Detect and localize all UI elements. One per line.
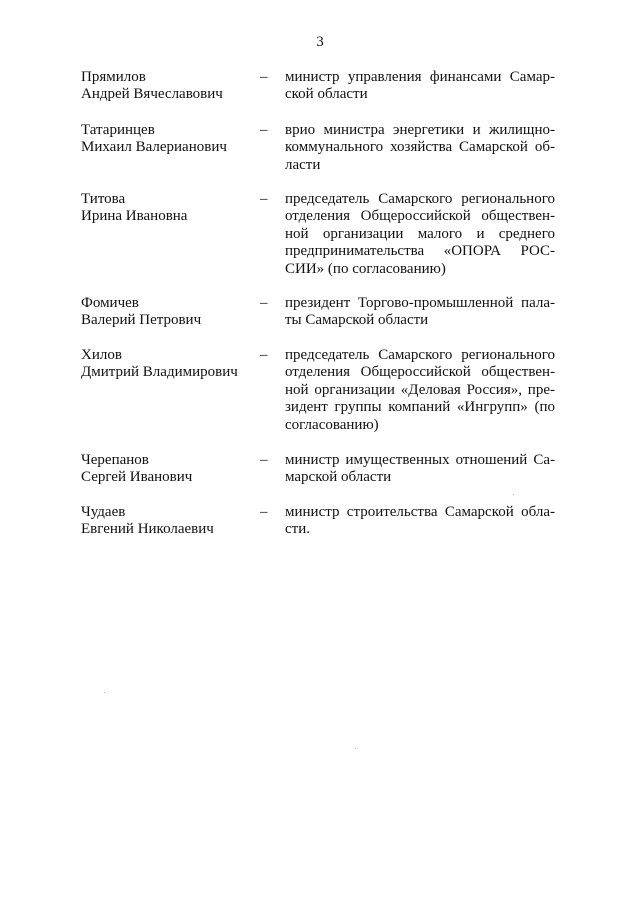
member-position	[285, 452, 555, 487]
member-given-names: Михаил Валерианович	[81, 139, 227, 156]
position-line: ной организации «Деловая Россия», пре-	[285, 381, 555, 398]
separator-dash: –	[260, 452, 268, 468]
member-surname: Фомичев	[81, 295, 139, 311]
member-given-names: Андрей Вячеславович	[81, 86, 223, 103]
member-surname: Титова	[81, 191, 126, 207]
position-line: министр строительства Самарской обла-	[285, 504, 555, 520]
position-line: сти.	[285, 521, 310, 538]
scan-speck	[513, 494, 514, 495]
member-name	[81, 452, 251, 487]
member-surname: Татаринцев	[81, 122, 155, 138]
position-line: министр имущественных отношений Са-	[285, 452, 555, 468]
position-line: отделения Общероссийской обществен-	[285, 364, 555, 381]
position-line: отделения Общероссийской обществен-	[285, 208, 555, 225]
member-surname: Черепанов	[81, 452, 149, 468]
separator-dash: –	[260, 69, 268, 85]
position-line: ской области	[285, 86, 368, 103]
position-line: ты Самарской области	[285, 312, 429, 329]
position-line: председатель Самарского регионального	[285, 191, 555, 207]
member-given-names: Сергей Иванович	[81, 469, 193, 486]
member-position	[285, 295, 555, 330]
member-name	[81, 347, 251, 382]
position-line: марской области	[285, 469, 392, 486]
member-name	[81, 504, 251, 539]
separator-dash: –	[260, 347, 268, 363]
member-name	[81, 191, 251, 226]
member-name	[81, 69, 251, 104]
position-line: предпринимательства «ОПОРА РОС-	[285, 243, 555, 260]
position-line: ласти	[285, 156, 321, 173]
member-position	[285, 191, 555, 278]
scan-speck	[104, 692, 105, 693]
scan-speck	[355, 748, 356, 749]
position-line: ной организации малого и среднего	[285, 225, 555, 242]
position-line: согласованию)	[285, 416, 379, 433]
member-name	[81, 295, 251, 330]
position-line: врио министра энергетики и жилищно-	[285, 122, 555, 138]
position-line: зидент группы компаний «Ингрупп» (по	[285, 399, 555, 416]
member-name	[81, 122, 251, 157]
member-position	[285, 504, 555, 539]
member-surname: Прямилов	[81, 69, 146, 85]
member-given-names: Евгений Николаевич	[81, 521, 214, 538]
member-given-names: Валерий Петрович	[81, 312, 202, 329]
separator-dash: –	[260, 191, 268, 207]
member-position	[285, 69, 555, 104]
member-surname: Чудаев	[81, 504, 126, 520]
member-surname: Хилов	[81, 347, 122, 363]
position-line: коммунального хозяйства Самарской об-	[285, 139, 555, 156]
member-given-names: Ирина Ивановна	[81, 208, 188, 225]
member-position	[285, 122, 555, 174]
position-line: СИИ» (по согласованию)	[285, 260, 446, 277]
member-given-names: Дмитрий Владимирович	[81, 364, 238, 381]
position-line: президент Торгово-промышленной пала-	[285, 295, 555, 311]
page-number: 3	[316, 34, 324, 50]
separator-dash: –	[260, 504, 268, 520]
member-position	[285, 347, 555, 434]
position-line: председатель Самарского регионального	[285, 347, 555, 363]
position-line: министр управления финансами Самар-	[285, 69, 555, 85]
separator-dash: –	[260, 295, 268, 311]
separator-dash: –	[260, 122, 268, 138]
